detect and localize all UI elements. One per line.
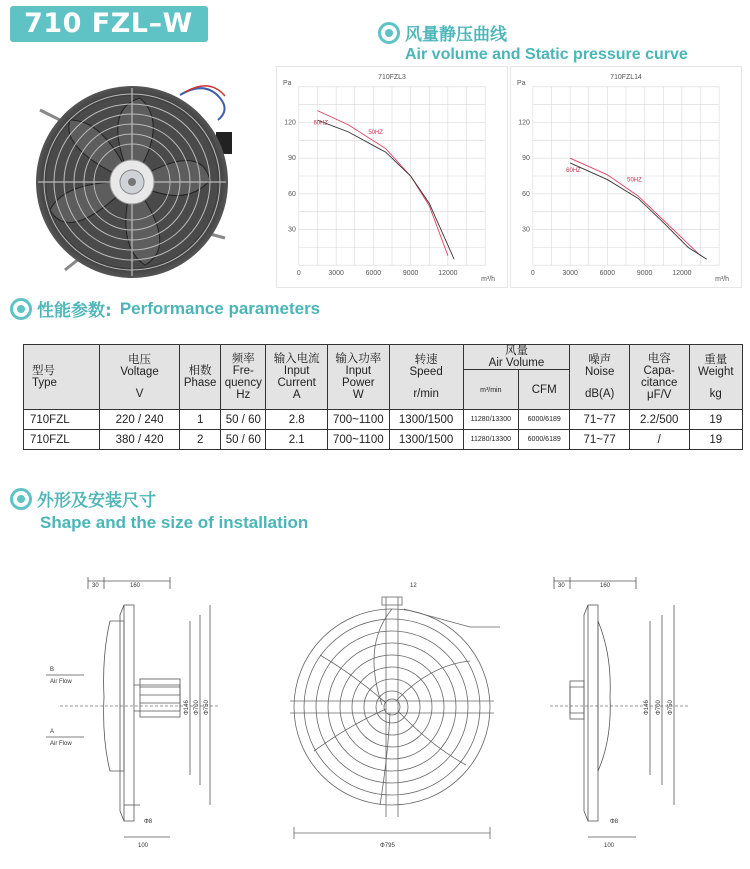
col-freq-unit: Hz [236,389,251,401]
front-view-drawing [270,575,520,855]
col-freq-cn: 频率 [231,353,255,365]
dim-label: Φ750 [204,700,210,715]
col-weight [689,345,743,410]
shape-section-heading [10,486,308,533]
perf-section-heading [10,296,320,321]
dim-label: Φ146 [184,700,190,715]
dim-label: 30 [558,583,565,589]
col-weight-cn: 重量 [704,354,728,366]
airflow-label: Air Flow [50,679,72,685]
col-voltage-unit: V [135,388,144,400]
col-cap-unit: μF/V [646,389,672,401]
product-title: 710 FZL–W [10,6,208,42]
cell-voltage: 220 / 240 [100,410,180,430]
cell-air-m3min: 11280/13300 [463,410,518,430]
series-label-60hz: 60HZ [566,168,581,175]
airflow-label: Air Flow [50,741,72,747]
col-noise-cn: 噪声 [588,354,612,366]
x-tick-label: 12000 [438,270,458,278]
chart-y-unit: Pa [282,79,292,87]
col-current [266,345,328,410]
dim-label: 100 [604,843,615,849]
y-tick-label: 60 [522,190,530,198]
x-tick-label: 9000 [636,270,653,278]
cell-speed: 1300/1500 [389,410,463,430]
chart-svg-1 [277,67,507,287]
chart-y-unit: Pa [516,79,526,87]
cell-power: 700~1100 [328,430,390,450]
x-tick-label: 0 [530,270,535,278]
col-air-en: Air Volume [488,357,545,369]
col-phase [180,345,221,410]
shape-title-en: Shape and the size of installation [40,513,309,532]
col-weight-en: Weight [697,366,734,378]
side-view-drawing-left [40,575,230,855]
col-capacitance [629,345,689,410]
col-cap-en1: Capa- [643,365,675,377]
col-power-unit: W [352,389,364,401]
chart-x-unit: m³/h [481,276,496,284]
series-line-50hz [317,120,454,259]
dim-label: 100 [138,843,149,849]
x-tick-label: 9000 [402,270,419,278]
col-phase-cn: 相数 [188,365,212,377]
y-tick-label: 30 [522,226,530,234]
target-circle-icon [10,488,32,510]
x-tick-label: 0 [296,270,301,278]
col-power-cn: 输入功率 [335,353,382,365]
perf-title-cn: 性能参数: [37,301,112,321]
perf-title-en: Performance parameters [119,298,321,318]
cell-current: 2.1 [266,430,328,450]
col-cap-cn: 电容 [647,353,671,365]
dim-label: Φ795 [380,843,395,849]
series-label-50hz: 50HZ [368,129,383,136]
shape-title-cn: 外形及安装尺寸 [37,491,156,511]
cell-frequency: 50 / 60 [221,410,266,430]
side-view-drawing-right [540,575,730,855]
y-tick-label: 120 [284,119,296,127]
series-line-60hz [570,158,700,256]
dim-label: 12 [410,583,417,589]
cell-type: 710FZL [24,410,100,430]
col-freq-en2: quency [224,377,262,389]
dim-label: Φ8 [610,819,619,825]
dim-label: Φ700 [656,700,662,715]
cell-voltage: 380 / 420 [100,430,180,450]
col-current-en1: Input [283,365,310,377]
col-noise [570,345,630,410]
x-tick-label: 3000 [562,270,578,278]
col-speed [389,345,463,410]
col-voltage [100,345,180,410]
series-label-50hz: 50HZ [627,177,642,184]
cell-capacitance: / [629,430,689,450]
col-speed-en: Speed [409,366,443,378]
col-air-m3min [463,370,518,410]
dim-label: A [50,729,55,735]
cell-noise: 71~77 [570,430,630,450]
chart-svg-2 [511,67,741,287]
series-label-60hz: 60HZ [313,120,329,127]
col-power-en2: Power [342,377,375,389]
cell-phase: 2 [180,430,221,450]
cell-capacitance: 2.2/500 [629,410,689,430]
col-air-unit1: m³/min [480,386,502,394]
table-row [24,430,743,450]
col-type [24,345,100,410]
col-noise-en: Noise [584,366,615,378]
dim-label: 30 [92,583,99,589]
x-tick-label: 12000 [672,270,692,278]
col-type-cn: 型号 [32,365,55,377]
y-tick-label: 60 [288,190,296,198]
col-weight-unit: kg [709,388,722,400]
cell-frequency: 50 / 60 [221,430,266,450]
table-row [24,410,743,430]
chart-title: 710FZL3 [378,73,406,81]
col-speed-cn: 转速 [414,354,438,366]
col-voltage-cn: 电压 [128,354,152,366]
y-tick-label: 90 [288,155,296,163]
col-air-volume [463,345,570,370]
cell-speed: 1300/1500 [389,430,463,450]
x-tick-label: 6000 [365,270,382,278]
fan-photo [20,70,245,285]
dim-label: Φ750 [668,700,674,715]
x-tick-label: 6000 [599,270,616,278]
cell-current: 2.8 [266,410,328,430]
x-tick-label: 3000 [328,270,344,278]
chart-title: 710FZL14 [610,73,642,81]
col-voltage-en: Voltage [120,366,159,378]
col-current-unit: A [292,389,301,401]
curve-title-en: Air volume and Static pressure curve [405,46,688,63]
col-freq-en1: Fre- [232,365,254,377]
col-current-cn: 输入电流 [273,353,320,365]
col-power-en1: Input [345,365,372,377]
y-tick-label: 90 [522,155,530,163]
col-cap-en2: citance [641,377,678,389]
dim-label: Φ8 [144,819,153,825]
dim-label: 160 [600,583,611,589]
col-type-en: Type [32,377,57,389]
col-frequency [221,345,266,410]
target-circle-icon [10,298,32,320]
cell-air-cfm: 6000/6189 [519,430,570,450]
dim-label: Φ146 [644,700,650,715]
y-tick-label: 120 [518,119,530,127]
curve-title-cn: 风量静压曲线 [405,25,507,45]
col-air-cfm [519,370,570,410]
cell-phase: 1 [180,410,221,430]
col-air-unit2: CFM [531,383,557,396]
chart-x-unit: m³/h [715,276,730,284]
dim-label: 160 [130,583,141,589]
curve-section-heading [378,20,688,64]
col-phase-en: Phase [183,377,217,389]
cell-weight: 19 [689,430,743,450]
cell-noise: 71~77 [570,410,630,430]
y-tick-label: 30 [288,226,296,234]
col-current-en2: Current [277,377,316,389]
dim-label: Φ700 [194,700,200,715]
performance-table [23,344,743,450]
cell-weight: 19 [689,410,743,430]
col-speed-unit: r/min [413,388,439,400]
curve-chart-710fzl14 [510,66,742,288]
col-air-cn: 风量 [504,345,528,357]
cell-air-cfm: 6000/6189 [519,410,570,430]
cell-type: 710FZL [24,430,100,450]
dim-label: B [50,667,55,673]
target-circle-icon [378,22,400,44]
col-noise-unit: dB(A) [584,388,615,400]
col-power [328,345,390,410]
cell-air-m3min: 11280/13300 [463,430,518,450]
curve-chart-710fzl3 [276,66,508,288]
cell-power: 700~1100 [328,410,390,430]
